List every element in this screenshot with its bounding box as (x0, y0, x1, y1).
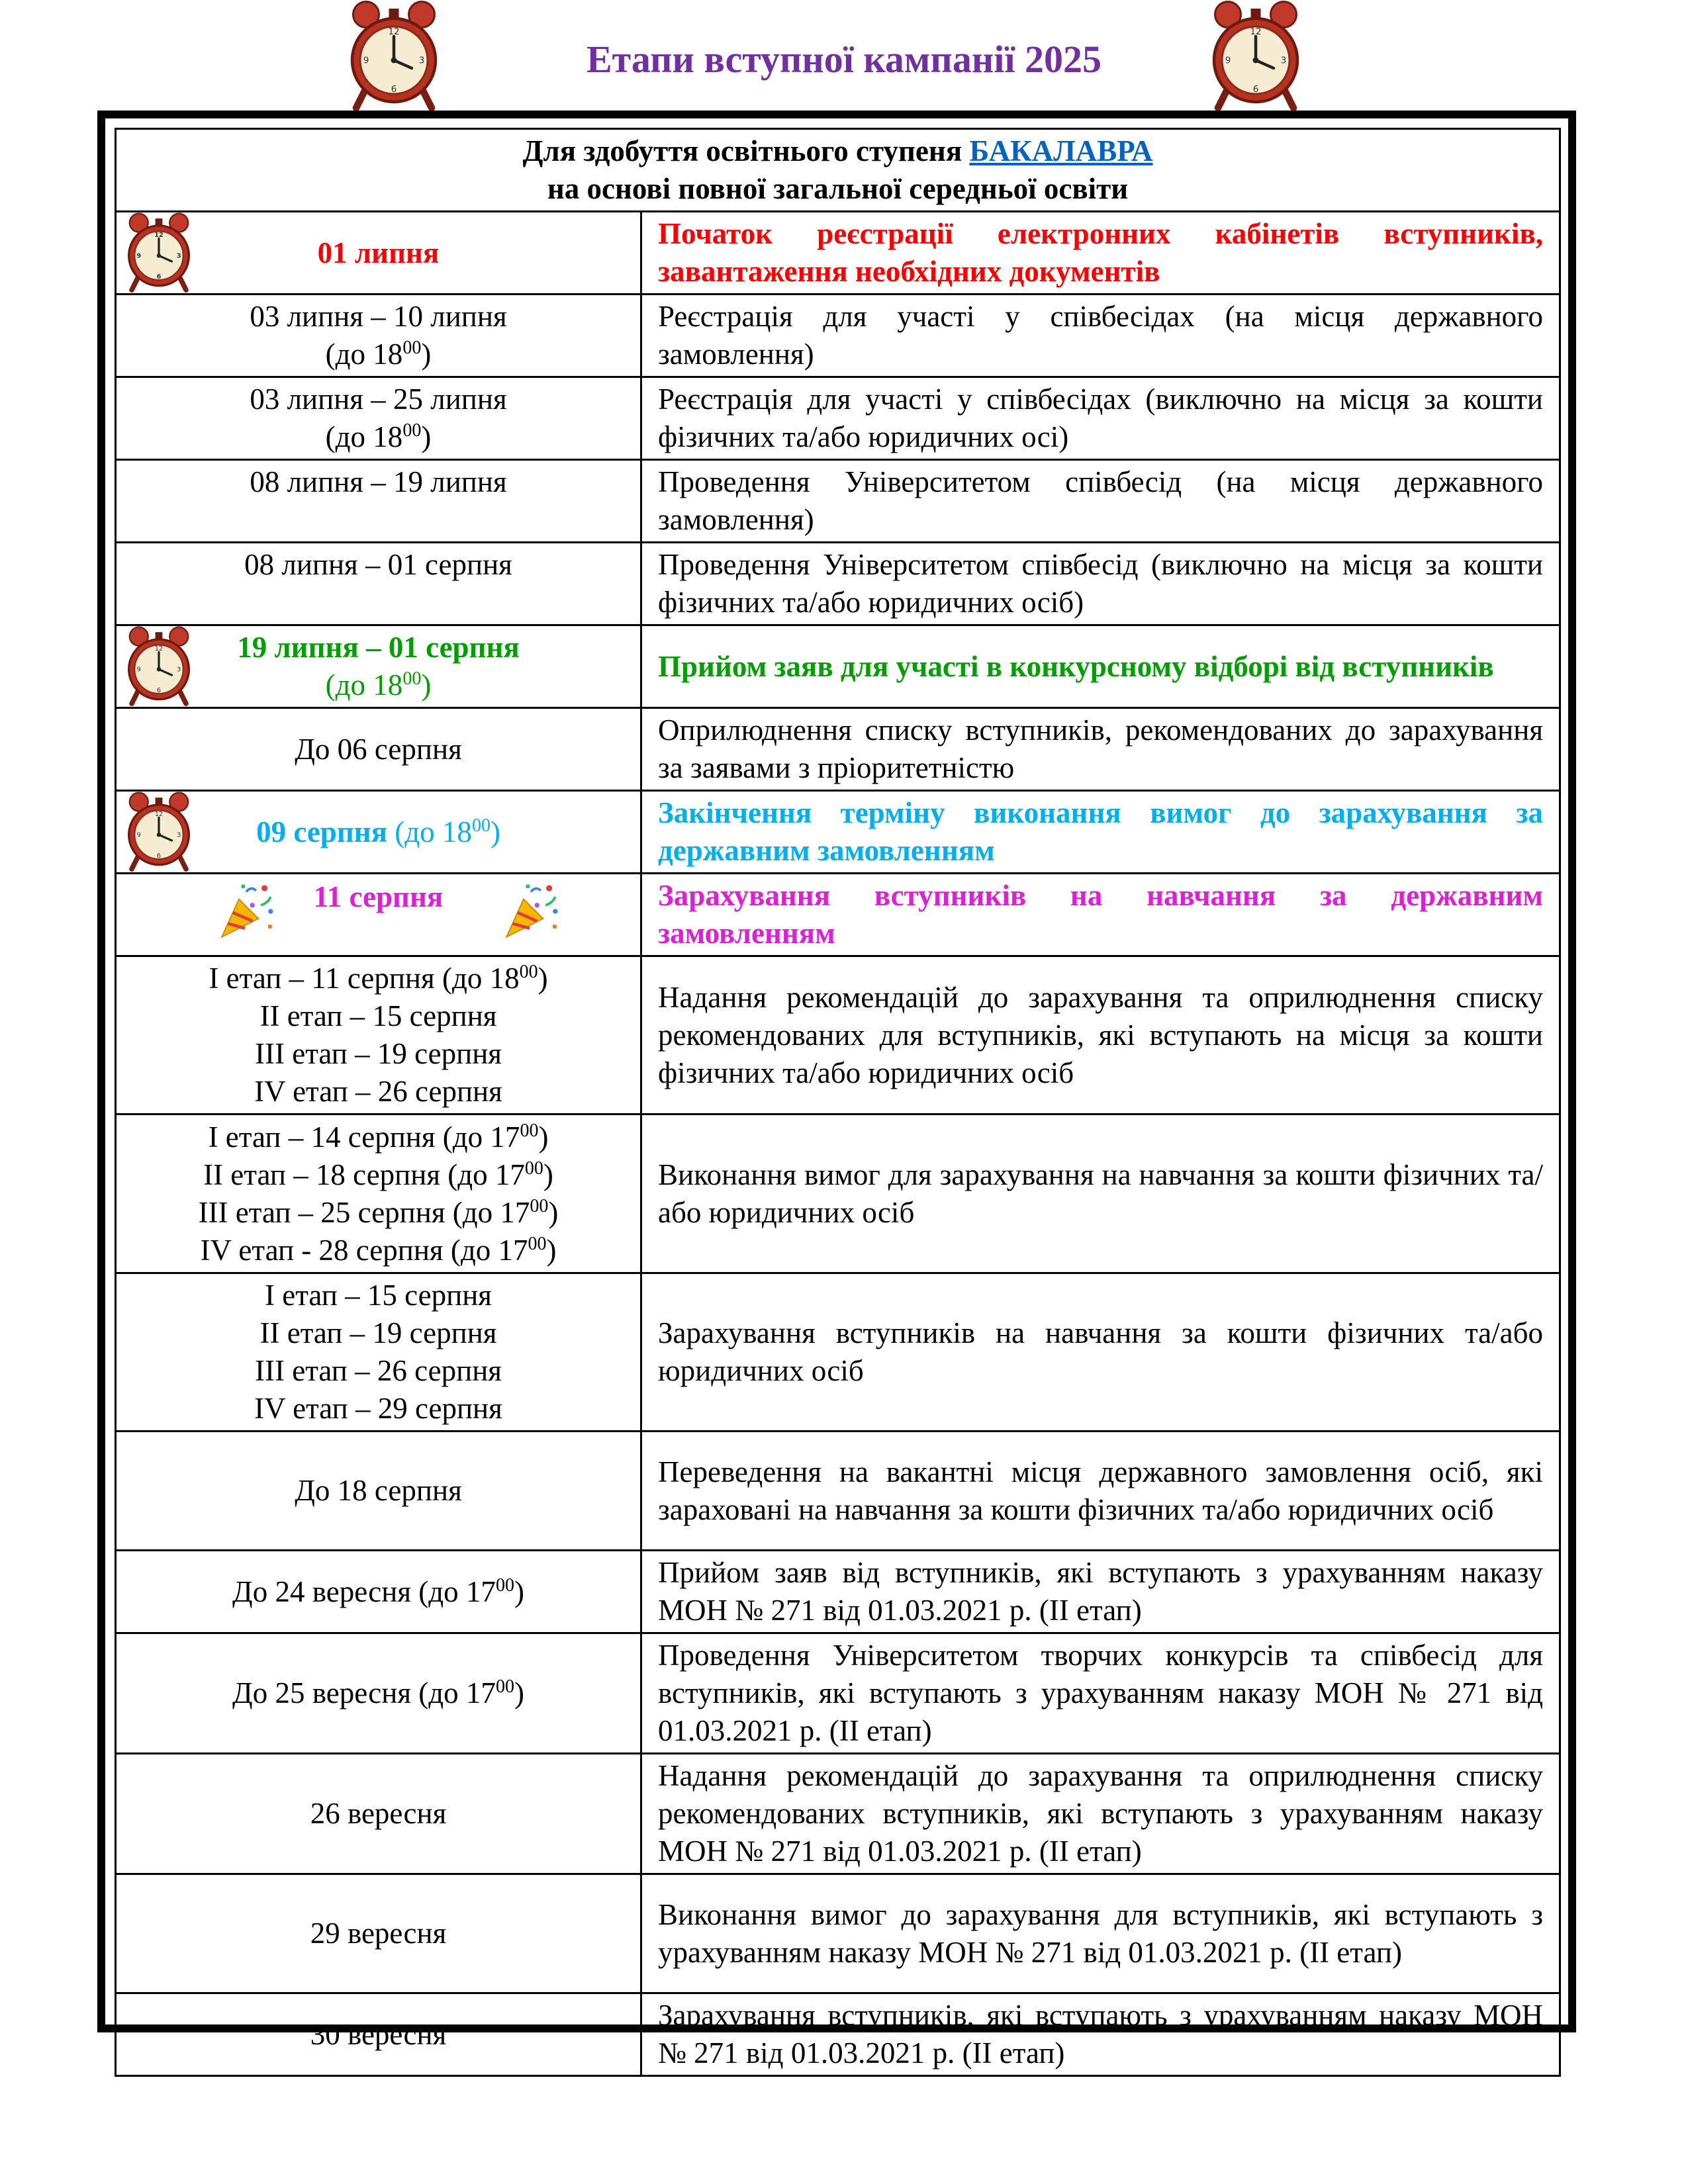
date-cell: 08 липня – 01 серпня (116, 543, 641, 625)
page-title: Етапи вступної кампанії 2025 (586, 38, 1102, 81)
description-cell: Переведення на вакантні місця державного замовлення осіб, які зараховані на навчання за кошти фізичних та/або юридичних осіб (641, 1432, 1560, 1551)
table-row (116, 1432, 1560, 1551)
description-cell: Прийом заяв від вступників, які вступають з урахуванням наказу МОН № 271 від 01.03.2021 р. (II етап) (641, 1551, 1560, 1633)
date-cell: 03 липня – 25 липня (до $18^{00}$) (116, 377, 641, 460)
table-header-row (116, 129, 1560, 212)
table-row (116, 791, 1560, 874)
alarm-clock-icon (123, 212, 195, 293)
description-cell: Оприлюднення списку вступників, рекомендованих до зарахування за заявами з пріоритетністю (641, 708, 1560, 791)
description-cell: Виконання вимог для зарахування на навчання за кошти фізичних та/або юридичних осіб (641, 1115, 1560, 1273)
table-row (116, 1993, 1560, 2076)
alarm-clock-icon (123, 792, 195, 872)
date-cell: 09 серпня (до $18^{00}$) (116, 791, 641, 874)
description-cell: Проведення Університетом співбесід (виключно на місця за кошти фізичних та/або юридичних осіб) (641, 543, 1560, 625)
description-cell: Зарахування вступників на навчання за державним замовленням (641, 874, 1560, 956)
table-row (116, 1754, 1560, 1874)
date-cell: I етап – 11 серпня (до $18^{00}$) II етап – 15 серпня III етап – 19 серпня IV етап – 26 серпня (116, 956, 641, 1115)
table-row (116, 874, 1560, 956)
description-cell: Проведення Університетом співбесід (на місця державного замовлення) (641, 460, 1560, 543)
date-cell: 03 липня – 10 липня (до $18^{00}$) (116, 295, 641, 377)
description-cell: Реєстрація для участі у співбесідах (виключно на місця за кошти фізичних та/або юридичних осі) (641, 377, 1560, 460)
table-row (116, 1874, 1560, 1993)
table-row (116, 543, 1560, 625)
description-cell: Надання рекомендацій до зарахування та оприлюднення списку рекомендованих вступників, які вступають з урахуванням наказу МОН № 271 від 01.03.2021 р. (II етап) (641, 1754, 1560, 1874)
description-cell: Прийом заяв для участі в конкурсному відборі від вступників (641, 625, 1560, 708)
table-row (116, 1273, 1560, 1432)
date-cell: До 18 серпня (116, 1432, 641, 1551)
description-cell: Реєстрація для участі у співбесідах (на місця державного замовлення) (641, 295, 1560, 377)
date-cell: 11 серпня (116, 874, 641, 956)
description-cell: Зарахування вступників, які вступають з урахуванням наказу МОН № 271 від 01.03.2021 р. (II етап) (641, 1993, 1560, 2076)
description-cell: Зарахування вступників на навчання за кошти фізичних та/або юридичних осіб (641, 1273, 1560, 1432)
table-row (116, 1633, 1560, 1754)
date-cell: 26 вересня (116, 1754, 641, 1874)
table-header (116, 129, 1560, 212)
table-row (116, 460, 1560, 543)
schedule-frame (97, 111, 1576, 2070)
description-cell: Виконання вимог до зарахування для вступників, які вступають з урахуванням наказу МОН № 271 від 01.03.2021 р. (II етап) (641, 1874, 1560, 1993)
table-row (116, 1551, 1560, 1633)
header-line2: на основі повної загальної середньої освіти (547, 172, 1129, 205)
date-cell: 01 липня (116, 212, 641, 295)
description-cell: Проведення Університетом творчих конкурсів та співбесід для вступників, які вступають з урахуванням наказу МОН № 271 від 01.03.2021 р. (II етап) (641, 1633, 1560, 1754)
date-cell: До 06 серпня (116, 708, 641, 791)
date-cell: 08 липня – 19 липня (116, 460, 641, 543)
party-popper-icon (500, 881, 561, 942)
table-row (116, 295, 1560, 377)
table-row (116, 1115, 1560, 1273)
table-row (116, 212, 1560, 295)
description-cell: Закінчення терміну виконання вимог до зарахування за державним замовленням (641, 791, 1560, 874)
table-row (116, 708, 1560, 791)
description-cell: Початок реєстрації електронних кабінетів вступників, завантаження необхідних документів (641, 212, 1560, 295)
description-cell: Надання рекомендацій до зарахування та оприлюднення списку рекомендованих для вступників, які вступають на місця за кошти фізичних та/або юридичних осіб (641, 956, 1560, 1115)
date-cell: I етап – 14 серпня (до $17^{00}$) II етап – 18 серпня (до $17^{00}$) III етап – 25 серпня (до $17^{00}$) IV етап - 28 серпня (до $17^{00}$) (116, 1115, 641, 1273)
date-cell: I етап – 15 серпня II етап – 19 серпня III етап – 26 серпня IV етап – 29 серпня (116, 1273, 641, 1432)
alarm-clock-icon (1206, 0, 1305, 113)
date-cell: До 25 вересня (до $17^{00}$) (116, 1633, 641, 1754)
date-cell: 29 вересня (116, 1874, 641, 1993)
table-row (116, 377, 1560, 460)
schedule-table (115, 128, 1561, 2077)
party-popper-icon (216, 881, 277, 942)
alarm-clock-icon (123, 626, 195, 707)
date-cell: 19 липня – 01 серпня (до $18^{00}$) (116, 625, 641, 708)
date-cell: До 24 вересня (до $17^{00}$) (116, 1551, 641, 1633)
table-row (116, 956, 1560, 1115)
page-header (0, 0, 1688, 113)
bachelor-link[interactable]: БАКАЛАВРА (969, 134, 1153, 167)
date-cell: 30 вересня (116, 1993, 641, 2076)
header-line1-prefix: Для здобуття освітнього ступеня (522, 134, 970, 167)
table-row (116, 625, 1560, 708)
